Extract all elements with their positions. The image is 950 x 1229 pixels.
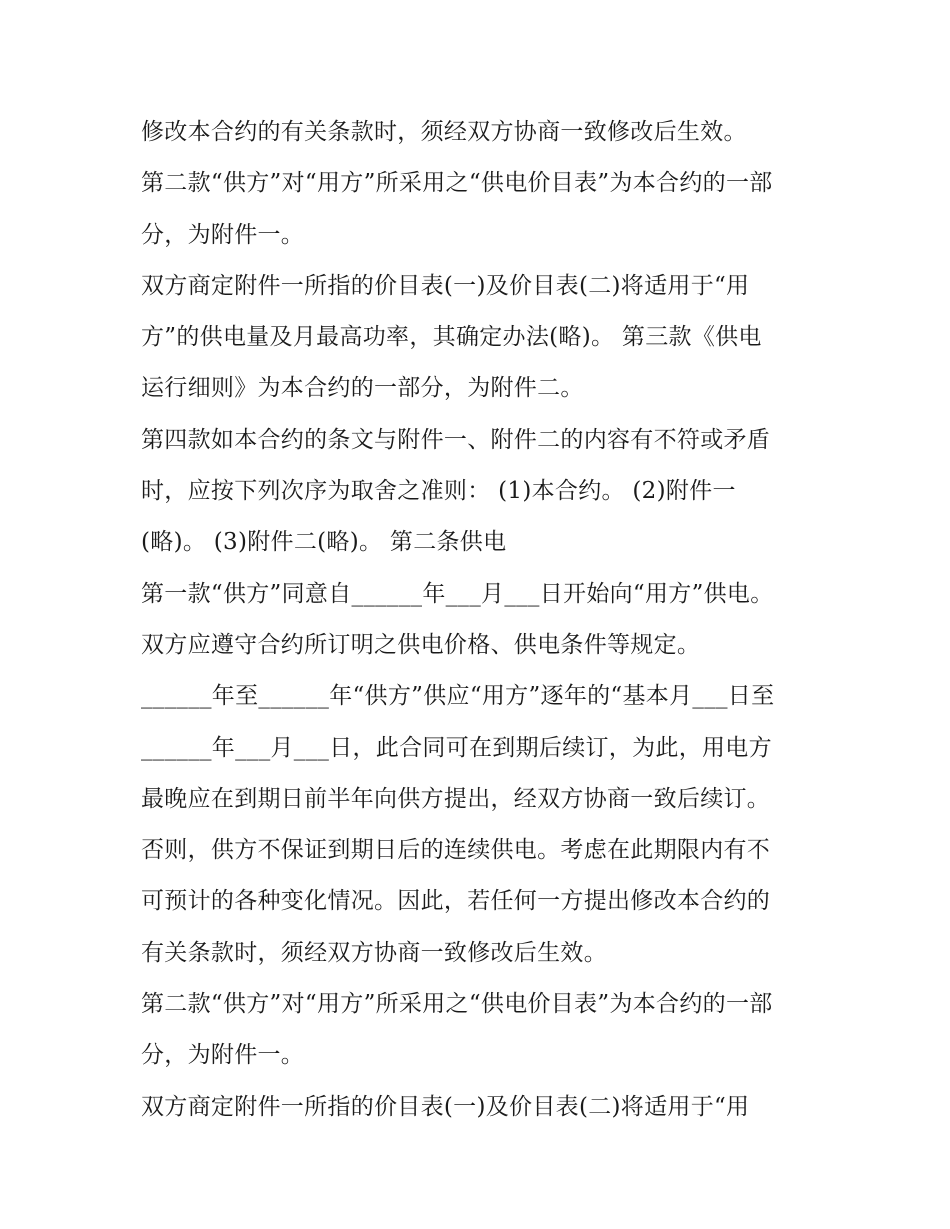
- text-line: 运行细则》为本合约的一部分，为附件二。: [141, 375, 584, 402]
- text-line: 方”的供电量及月最高功率，其确定办法(略)。 第三款《供电: [141, 324, 762, 351]
- text-line: ______年至______年“供方”供应“用方”逐年的“基本月___日至: [141, 683, 775, 710]
- text-line: 可预计的各种变化情况。因此，若任何一方提出修改本合约的: [141, 888, 771, 915]
- text-line: 双方应遵守合约所订明之供电价格、供电条件等规定。: [141, 631, 701, 658]
- text-line: 第二款“供方”对“用方”所采用之“供电价目表”为本合约的一部: [141, 170, 773, 197]
- text-line: 分，为附件一。: [141, 1042, 305, 1069]
- text-line: 分，为附件一。: [141, 221, 305, 248]
- document-body: [141, 107, 831, 1133]
- text-line: 双方商定附件一所指的价目表(一)及价目表(二)将适用于“用: [141, 1093, 750, 1120]
- text-line: 第四款如本合约的条文与附件一、附件二的内容有不符或矛盾: [141, 426, 771, 453]
- text-line: 第一款“供方”同意自______年___月___日开始向“用方”供电。: [141, 580, 774, 607]
- text-line: 第二款“供方”对“用方”所采用之“供电价目表”为本合约的一部: [141, 991, 773, 1018]
- text-line: 有关条款时，须经双方协商一致修改后生效。: [141, 939, 607, 966]
- text-line: ______年___月___日，此合同可在到期后续订，为此，用电方: [141, 734, 772, 761]
- text-line: 否则，供方不保证到期日后的连续供电。考虑在此期限内有不: [141, 837, 771, 864]
- text-line: 最晚应在到期日前半年向供方提出，经双方协商一致后续订。: [141, 785, 771, 812]
- text-line: 时，应按下列次序为取舍之准则： (1)本合约。 (2)附件一: [141, 478, 736, 505]
- text-line: (略)。 (3)附件二(略)。 第二条供电: [141, 529, 507, 556]
- text-line: 修改本合约的有关条款时，须经双方协商一致修改后生效。: [141, 119, 747, 145]
- text-line: 双方商定附件一所指的价目表(一)及价目表(二)将适用于“用: [141, 272, 750, 299]
